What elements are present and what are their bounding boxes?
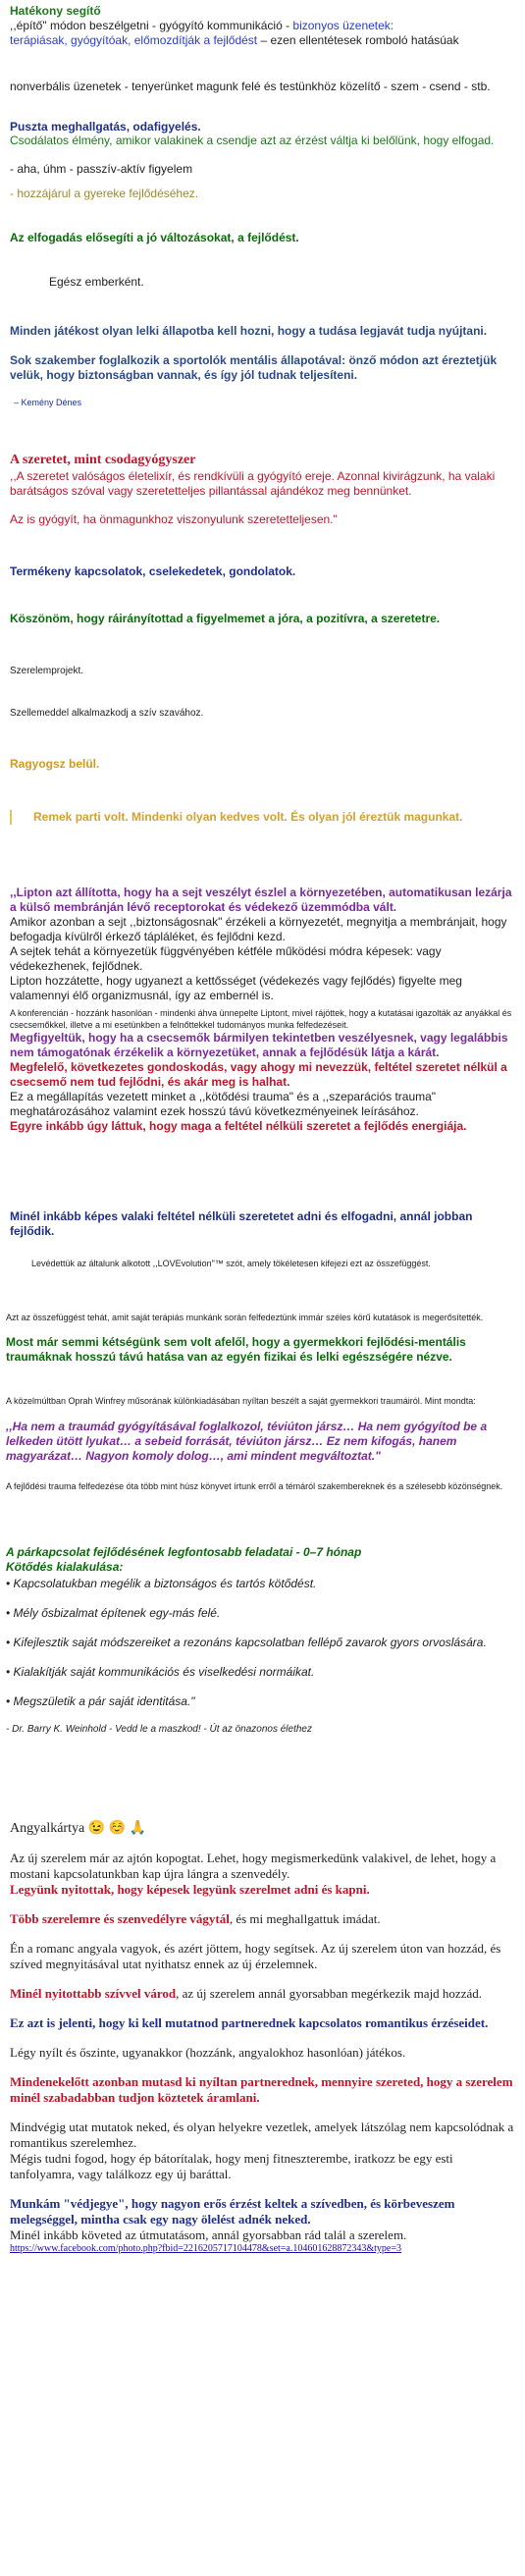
contributes-text: - hozzájárul a gyereke fejlődéséhez.: [10, 187, 199, 200]
fruitful-text: Termékeny kapcsolatok, cselekedetek, gondolatok.: [10, 564, 296, 578]
lipton-p2: A sejtek tehát a környezetük függvényében kétféle működési módra képesek: vagy védekezhenek, fejlődnek.: [10, 944, 442, 973]
angel-p8: Mindenekelőtt azonban mutasd ki nyíltan partnerednek, mennyire szereted, hogy a szerelem minél szabadabban tudjon köztetek áramlani.: [10, 2074, 513, 2105]
more-capable-text: Minél inkább képes valaki feltétel nélküli szeretetet adni és elfogadni, annál jobban fejlődik.: [10, 1209, 473, 1238]
relationship-item: • Kapcsolatukban megélik a biztonságos és tartós kötődést.: [6, 1577, 317, 1590]
party-text: Remek parti volt. Mindenki olyan kedves volt. És olyan jól éreztük magunkat.: [33, 810, 463, 824]
love-quote-2: Az is gyógyít, ha önmagunkhoz viszonyulunk szeretetteljesen.": [10, 512, 338, 526]
relationship-item: • Megszületik a pár saját identitása.": [6, 1694, 195, 1708]
specialists-text: Sok szakember foglalkozik a sportolók mentális állapotával: önző módon azt éreztetjük velük, hogy biztonságban vannak, és így jól tudnak teljesíteni.: [10, 353, 498, 382]
party-block: [10, 810, 514, 825]
lipton-title: ,,Lipton azt állította, hogy ha a sejt veszélyt észlel a környezetében, automatikusan lezárja a külső membránján lévő receptorokat és védekező üzemmódba vált.: [10, 886, 512, 914]
oprah-quote: ,,Ha nem a traumád gyógyításával foglalkozol, téviúton jársz… Ha nem gyógyítod be a lelkeden ütött lyukat… a sebeid forrását, téviúton jársz… Ez nem kifogás, hanem magyarázat… Nagyon komoly dolog…, ami mindent megváltoztat.": [6, 1420, 488, 1463]
quote-author: – Kemény Dénes: [14, 398, 82, 407]
no-doubt-text: Most már semmi kétségünk sem volt afelől, hogy a gyermekkori fejlődési-mentális traumáknak hosszú távú hatása van az egyén fizikai és lelki egészségére nézve.: [6, 1335, 466, 1364]
listening-heading: Puszta meghallgatás, odafigyelés.: [10, 120, 201, 134]
relationship-item: • Kialakítják saját kommunikációs és viselkedési normáikat.: [6, 1665, 315, 1679]
silence-text: Csodálatos élmény, amikor valakinek a csendje azt az érzést váltja ki belőlünk, hogy elfogad.: [10, 134, 495, 147]
angel-p4: Én a romanc angyala vagyok, és azért jöttem, hogy segítsek. Az új szerelem úton van hozzád, és szíved megnyitásával utat nyithatsz ennek az új érzelemnek.: [10, 1941, 501, 1971]
thanks-text: Köszönöm, hogy ráirányítottad a figyelmemet a jóra, a pozitívra, a szeretetre.: [10, 612, 441, 625]
whole-person-text: Egész emberként.: [49, 275, 144, 289]
love-heading: A szeretet, mint csodagyógyszer: [10, 453, 196, 467]
angel-p7: Légy nyílt és őszinte, ugyanakkor (hozzánk, angyalokhoz hasonlóan) játékos.: [10, 2045, 406, 2060]
lipton-p8: Egyre inkább úgy láttuk, hogy maga a feltétel nélküli szeretet a fejlődés energiája.: [10, 1119, 467, 1133]
relationship-section: [6, 1545, 516, 1736]
lovevolution-text: Levédettük az általunk alkotott ,,LOVEvolution"™ szót, amely tökéletesen kifejezi ezt az összefüggést.: [31, 1259, 431, 1268]
angel-p12: Minél inkább követed az útmutatásom, annál gyorsabban rád talál a szerelem.: [10, 2227, 407, 2242]
nonverbal-text: nonverbális üzenetek - tenyerünket magunk felé és testünkhöz közelítő - szem - csend - stb.: [10, 80, 491, 93]
acceptance-heading: Az elfogadás elősegíti a jó változásokat, a fejlődést.: [10, 231, 299, 244]
angel-p9: Mindvégig utat mutatok neked, és olyan helyekre vezetlek, amelyek látszólag nem kapcsolódnak a romantikus szerelemhez.: [10, 2120, 514, 2150]
angel-p1: Az új szerelem már az ajtón kopogtat. Lehet, hogy megismerkedünk valakivel, de lehet, hogy a mostani kapcsolatunkban kap újra lángra a szenvedély.: [10, 1851, 497, 1881]
relationship-item: • Mély ősbizalmat építenek egy-más felé.: [6, 1606, 221, 1620]
angel-p10: Mégis tudni fogod, hogy ép bátorítalak, hogy menj fitneszterembe, iratkozz be egy esti tanfolyamra, vagy találkozz egy új baráttal.: [10, 2151, 453, 2181]
heart-voice-text: Szellemeddel alkalmazkodj a szív szavához.: [10, 708, 204, 719]
lipton-p6: Megfelelő, következetes gondoskodás, vagy ahogy mi nevezzük, feltétel szeretet nélkül a csecsemő nem tud fejlődni, és akár meg is halhat.: [10, 1060, 507, 1089]
relationship-title-2: Kötődés kialakulása:: [6, 1560, 124, 1574]
oprah-intro: A közelmúltban Oprah Winfrey műsorának különkiadásában nyíltan beszélt a saját gyermekkori traumáiról. Mint mondta:: [6, 1396, 476, 1406]
shine-text: Ragyogsz belül.: [10, 757, 100, 771]
relationship-title-1: A párkapcsolat fejlődésének legfontosabb feladatai - 0–7 hónap: [6, 1545, 362, 1559]
lipton-p4: A konferencián - hozzánk hasonlóan - mindenki áhva ünnepelte Liptont, mivel rájöttek, hogy a kutatásai igazolták az anyákkal és csecsemőkkel, illetve a mi esetünkben a felnőttekkel tudományos munka felfedezéseit.: [10, 1008, 512, 1030]
research-text: Azt az összefüggést tehát, amit saját terápiás munkánk során felfedeztünk immár széles körű kutatások is megerősítették.: [6, 1313, 484, 1322]
section-title: Hatékony segítő: [10, 4, 101, 18]
lipton-p3: Lipton hozzátette, hogy ugyanezt a kettősséget (védekezés vagy fejlődés) figyelte meg valamennyi élő organizmusnál, így az embernél is.: [10, 974, 462, 1002]
angel-p11: Munkám "védjegye", hogy nagyon erős érzést keltek a szívedben, és körbeveszem melegséggel, mintha csak egy nagy ölelést adnék neked.: [10, 2196, 455, 2227]
lipton-p1: Amikor azonban a sejt ,,biztonságosnak" érzékeli a környezetét, megnyitja a membránjait, hogy befogadja kívülről érkező tápláléket, és fejlődni kezd.: [10, 915, 507, 943]
facebook-link[interactable]: https://www.facebook.com/photo.php?fbid=2216205717104478&set=a.104601628872343&type=3: [10, 2243, 402, 2254]
angel-p5: Minél nyitottabb szívvel várod, az új szerelem annál gyorsabban megérkezik majd hozzád.: [10, 1986, 482, 2001]
trauma-books-text: A fejlődési trauma felfedezése óta több mint húsz könyvet írtunk erről a témáról szakembereknek és a szélesebb közönségnek.: [6, 1481, 503, 1491]
lipton-p7: Ez a megállapítás vezetett minket a ,,kötődési trauma" és a ,,szeparációs trauma" meghatározásához valamint ezek hosszú távú következményeinek leírásához.: [10, 1090, 437, 1118]
players-text: Minden játékost olyan lelki állapotba kell hozni, hogy a tudása legjavát tudja nyújtani.: [10, 324, 488, 338]
lipton-p5: Megfigyeltük, hogy ha a csecsemők bármilyen tekintetben veszélyesnek, vagy legalábbis nem támogatónak érzékelik a környezetüket, annak a fejlődésük látja a kárát.: [10, 1031, 508, 1059]
angel-card-title: Angyalkártya 😉 ☺️ 🙏: [10, 1821, 146, 1836]
relationship-item: • Kifejlesztik saját módszereiket a rezonáns kapcsolatban fellépő zavarok gyors orvoslására.: [6, 1636, 487, 1649]
lipton-section: [10, 886, 515, 1134]
angel-p3: Több szerelemre és szenvedélyre vágytál, és mi meghallgattuk imádat.: [10, 1911, 381, 1926]
angel-card-section: [10, 1821, 515, 2255]
therapeutic-line: terápiásak, gyógyítóak, előmozdítják a fejlődést – ezen ellentétesek romboló hatásúak: [10, 33, 459, 47]
love-quote-1: ,,A szeretet valóságos életelixír, és rendkívüli a gyógyító ereje. Azonnal kivirágzunk, ha valaki barátságos szóval vagy szeretetteljes pillantással ajándékoz meg bennünket.: [10, 469, 496, 498]
angel-p2: Legyünk nyitottak, hogy képesek legyünk szerelmet adni és kapni.: [10, 1882, 370, 1897]
passive-active-text: - aha, úhm - passzív-aktív figyelem: [10, 162, 193, 176]
section-effective-helper: [10, 4, 515, 48]
angel-p6: Ez azt is jelenti, hogy ki kell mutatnod partnerednek kapcsolatos romantikus érzéseidet.: [10, 2015, 489, 2030]
communication-line: ,,építő" módon beszélgetni - gyógyító kommunikáció - bizonyos üzenetek:: [10, 19, 394, 32]
emoji-icons: 😉 ☺️ 🙏: [87, 1821, 146, 1836]
love-project-text: Szerelemprojekt.: [10, 666, 84, 676]
relationship-author: - Dr. Barry K. Weinhold - Vedd le a maszkod! - Út az önazonos élethez: [6, 1724, 312, 1735]
